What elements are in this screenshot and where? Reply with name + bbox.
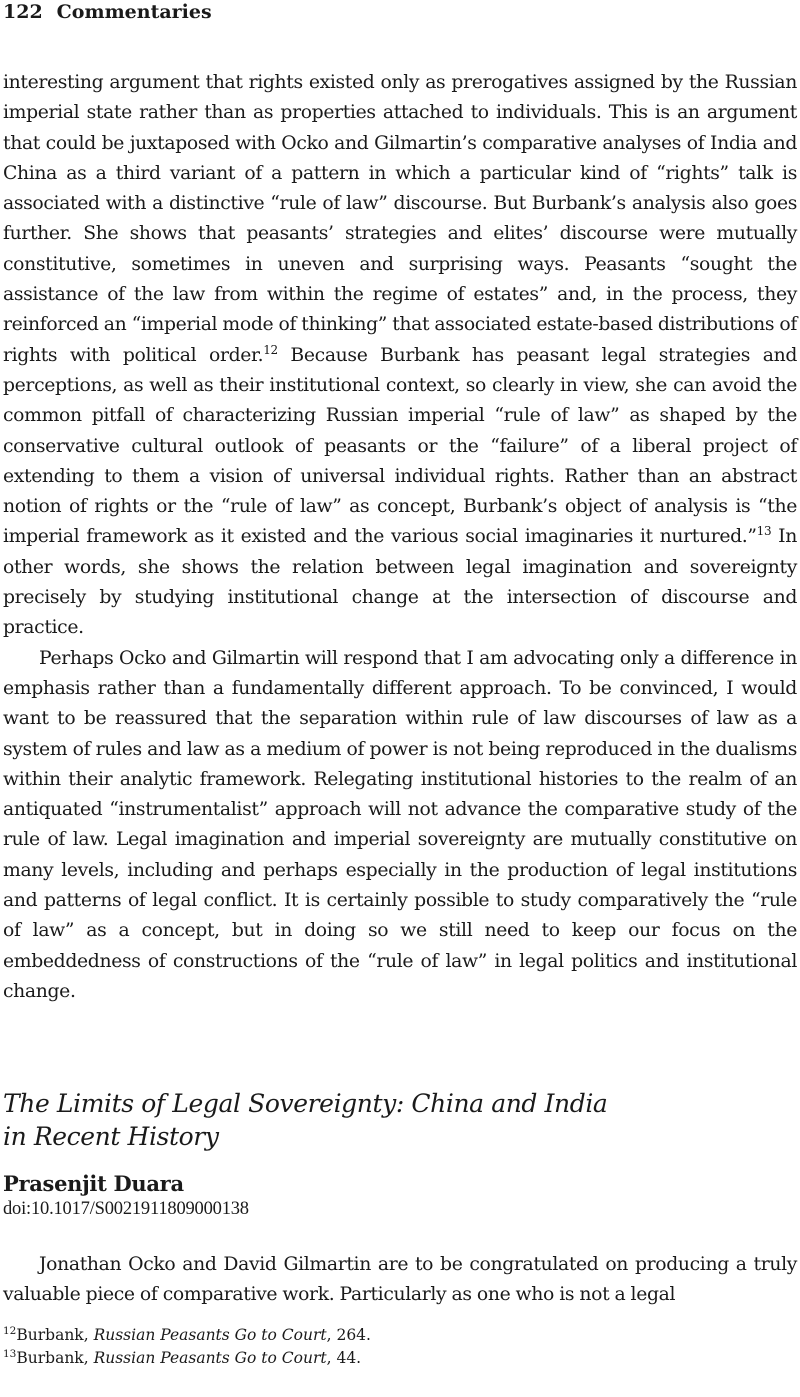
footnote-13 bbox=[3, 1347, 371, 1370]
footnote-author: Burbank, bbox=[16, 1349, 94, 1367]
paragraph-1-text-c: In other words, she shows the relation between legal imagination and sovereignty precisely by studying institutional change at the intersection of discourse and practice. bbox=[3, 526, 797, 639]
paragraph-2: Perhaps Ocko and Gilmartin will respond that I am advocating only a difference in emphasis rather than a fundamentally different approach. To be convinced, I would want to be reassured that the separation within rule of law discourses of law as a system of rules and law as a medium of power is not being reproduced in the dualisms within their analytic framework. Relegating institutional histories to the realm of an antiquated “instrumentalist” approach will not advance the comparative study of the rule of law. Legal imagination and imperial sovereignty are mutually constitutive on many levels, including and perhaps especially in the production of legal institutions and patterns of legal conflict. It is certainly possible to study comparatively the “rule of law” as a concept, but in doing so we still need to keep our focus on the embeddedness of constructions of the “rule of law” in legal politics and institutional change. bbox=[3, 647, 797, 1002]
footnote-number: 12 bbox=[3, 1325, 17, 1337]
footnote-12 bbox=[3, 1324, 371, 1347]
footnote-book-title: Russian Peasants Go to Court bbox=[93, 1326, 327, 1344]
footnote-author: Burbank, bbox=[16, 1326, 94, 1344]
paragraph-1-text-b: Because Burbank has peasant legal strategies and perceptions, as well as their institutional context, so clearly in view, she can avoid the common pitfall of characterizing Russian imperial “rule of law” as shaped by the conservative cultural outlook of peasants or the “failure” of a liberal project of extending to them a vision of universal individual rights. Rather than an abstract notion of rights or the “rule of law” as concept, Burbank’s object of analysis is “the imperial framework as it existed and the various social imaginaries it nurtured.” bbox=[3, 344, 797, 548]
footnote-ref-13[interactable]: 13 bbox=[756, 524, 772, 539]
footnote-number: 13 bbox=[3, 1348, 17, 1360]
paragraph-1-text-a: interesting argument that rights existed only as prerogatives assigned by the Russian imperial state rather than as properties attached to individuals. This is an argument that could be juxtaposed with Ocko and Gilmartin’s comparative analyses of India and China as a third variant of a pattern in which a particular kind of “rights” talk is associated with a distinctive “rule of law” discourse. But Burbank’s analysis also goes further. She shows that peasants’ strategies and elites’ discourse were mutually constitutive, sometimes in uneven and surprising ways. Peasants “sought the assistance of the law from within the regime of estates” and, in the process, they reinforced an “imperial mode of thinking” that associated estate-based distributions of rights with political order. bbox=[3, 72, 797, 366]
footnote-page: , 44. bbox=[326, 1349, 362, 1367]
article-title-line-2: in Recent History bbox=[3, 1122, 219, 1151]
article-opening-paragraph: Jonathan Ocko and David Gilmartin are to be congratulated on producing a truly valuable piece of comparative work. Particularly as one who is not a legal bbox=[3, 1254, 797, 1306]
section-title: Commentaries bbox=[56, 1, 212, 23]
footnote-ref-12[interactable]: 12 bbox=[263, 342, 278, 357]
article-body bbox=[3, 1250, 797, 1311]
footnotes bbox=[3, 1324, 371, 1370]
article-author: Prasenjit Duara bbox=[3, 1171, 184, 1196]
article-doi[interactable]: doi:10.1017/S0021911809000138 bbox=[3, 1199, 249, 1219]
paragraph-1 bbox=[3, 68, 797, 644]
article-title bbox=[3, 1087, 607, 1153]
page-number: 122 bbox=[3, 1, 43, 23]
commentary-body bbox=[3, 68, 797, 1007]
article-title-line-1: The Limits of Legal Sovereignty: China and India bbox=[3, 1089, 608, 1118]
footnote-book-title: Russian Peasants Go to Court bbox=[93, 1349, 327, 1367]
footnote-page: , 264. bbox=[326, 1326, 371, 1344]
running-head bbox=[3, 0, 212, 24]
